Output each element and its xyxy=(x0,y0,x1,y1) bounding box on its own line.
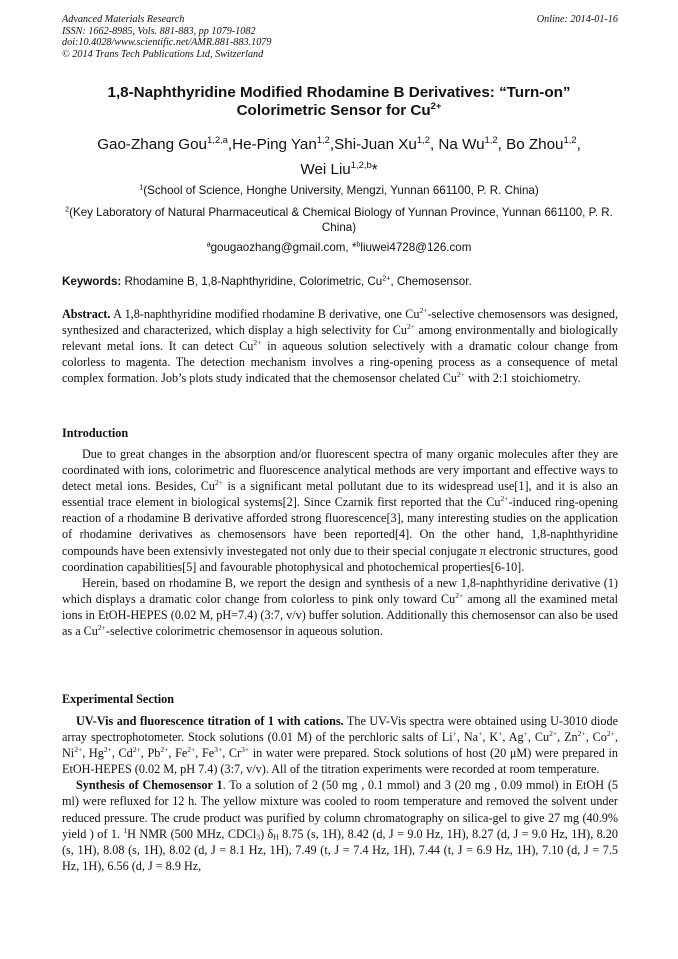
journal-name: Advanced Materials Research xyxy=(62,14,185,25)
doi-line: doi:10.4028/www.scientific.net/AMR.881-883.1079 xyxy=(62,37,272,49)
uv-vis-paragraph: UV-Vis and fluorescence titration of 1 with cations. The UV-Vis spectra were obtained using U-3010 diode array spectrophotometer. Stock solutions (0.01 M) of the perchloric salts of Li+, Na+, K+, Ag+, $Cu^{2+}$, $Zn^{2+}$, $Co^{2+}$, $Ni^{2+}$, $Hg^{2+}$, $Cd^{2+}$, $Pb^{2+}$, $Fe^{2+}$, $Fe^{3+}$, $Cr^{3+}$ in water were prepared. Stock solutions of host (20 μM) were prepared in EtOH-HEPES (0.02 M, pH 7.4) (3:7, v/v). All of the titration experiments were recorded at room temperature. xyxy=(62,714,619,777)
issn-line: ISSN: 1662-8985, Vols. 881-883, pp 1079-1082 xyxy=(62,25,256,37)
journal-header xyxy=(62,14,618,60)
email-line: $^a$gougaozhang@gmail.com, *$^b$liuwei4728@126.com xyxy=(206,239,472,254)
keywords: Keywords: Rhodamine B, 1,8-Naphthyridine, Colorimetric, $Cu^{2+}$, Chemosensor. xyxy=(62,273,472,288)
introduction-heading: Introduction xyxy=(62,426,129,440)
online-date: Online: 2014-01-16 xyxy=(536,14,618,25)
affiliation-1: $^1$(School of Science, Honghe University, Mengzi, Yunnan 661100, P. R. China) xyxy=(139,182,539,197)
author-list xyxy=(40,132,638,182)
experimental-heading: Experimental Section xyxy=(62,692,175,706)
author-line-2: Wei Liu$^{1,2,b}$* xyxy=(300,158,378,178)
introduction-body xyxy=(62,446,618,639)
author-line-1: Gao-Zhang Gou$^{1,2,a}$,He-Ping Yan$^{1,2}$,Shi-Juan Xu$^{1,2}$, Na Wu$^{1,2}$, Bo Zhou$^{1,2}$, xyxy=(97,133,581,153)
synthesis-paragraph: Synthesis of Chemosensor 1. To a solution of 2 (50 mg , 0.1 mmol) and 3 (20 mg , 0.09 mmol) in EtOH (5 ml) were refluxed for 12 h. The yellow mixture was cooled to room temperature and removed the solvent under reduced pressure. The crude product was purified by column chromatography on silica-gel to give 27 mg (40.9% yield ) of 1. $^1$H NMR (500 MHz, CDCl$_3$) $\delta_H$ 8.75 (s, 1H), 8.42 (d, J = 9.0 Hz, 1H), 8.27 (d, J = 9.0 Hz, 1H), 8.20 (s, 1H), 8.08 (s, 1H), 8.02 (d, J = 8.1 Hz, 1H), 7.49 (t, J = 7.4 Hz, 1H), 7.44 (t, J = 6.9 Hz, 1H), 7.10 (d, J = 7.5 Hz, 1H), 6.56 (d, J = 8.9 Hz, xyxy=(62,778,618,873)
experimental-body xyxy=(62,713,618,874)
abstract: Abstract. A 1,8-naphthyridine modified rhodamine B derivative, one $Cu^{2+}$-selective chemosensors was designed, synthesized and characterized, which display a high selectivity for $Cu^{2+}$ among environmentally and biologically relevant metal ions. It can detect $Cu^{2+}$ in aqueous solution selectively with a dramatic colour change from colorless to magenta. The detection mechanism involves a ring-opening process as a consequence of metal complex formation. Job’s plots study indicated that the chemosensor chelated $Cu^{2+}$ with 2:1 stoichiometry. xyxy=(62,306,619,386)
intro-paragraph-1: Due to great changes in the absorption and/or fluorescent spectra of many organic molecules after they are coordinated with ions, colorimetric and fluorescence analytical methods are very important and effective ways to detect metal ions. Besides, $Cu^{2+}$ is a significant metal pollutant due to its widespread use[1], and it is also an essential trace element in biological systems[2]. Since Czarnik first reported that the $Cu^{2+}$-induced ring-opening reaction of a rhodamine B derivative afforded strong fluorescence[3], many interesting studies on the application of rhodamine derivatives as chemosensors have been reported[4]. On the other hand, 1,8-naphthyridine compounds have been extensivly investegated not only due to their special conjugate π electronic structures, good coordination capabilities[5] and favourable photophysical and photochemical properties[6-10]. xyxy=(62,447,619,574)
title-line-1: 1,8-Naphthyridine Modified Rhodamine B Derivatives: “Turn-on” xyxy=(107,84,571,101)
paper-title xyxy=(40,84,638,120)
title-line-2: Colorimetric Sensor for $Cu^{2+}$ xyxy=(236,99,442,119)
intro-paragraph-2: Herein, based on rhodamine B, we report the design and synthesis of a new 1,8-naphthyridine derivative (1) which displays a dramatic color change from colorless to pink only toward $Cu^{2+}$ among all the examined metal ions in EtOH-HEPES (0.02 M, pH=7.4) (3:7, v/v) buffer solution. Additionally this chemosensor can also be used as a $Cu^{2+}$-selective colorimetric chemosensor in aqueous solution. xyxy=(62,575,618,639)
affiliation-2: $^2$(Key Laboratory of Natural Pharmaceutical & Chemical Biology of Yunnan Province, Yunnan 661100, P. R. China) xyxy=(65,204,613,234)
copyright-line: © 2014 Trans Tech Publications Ltd, Switzerland xyxy=(62,48,264,60)
